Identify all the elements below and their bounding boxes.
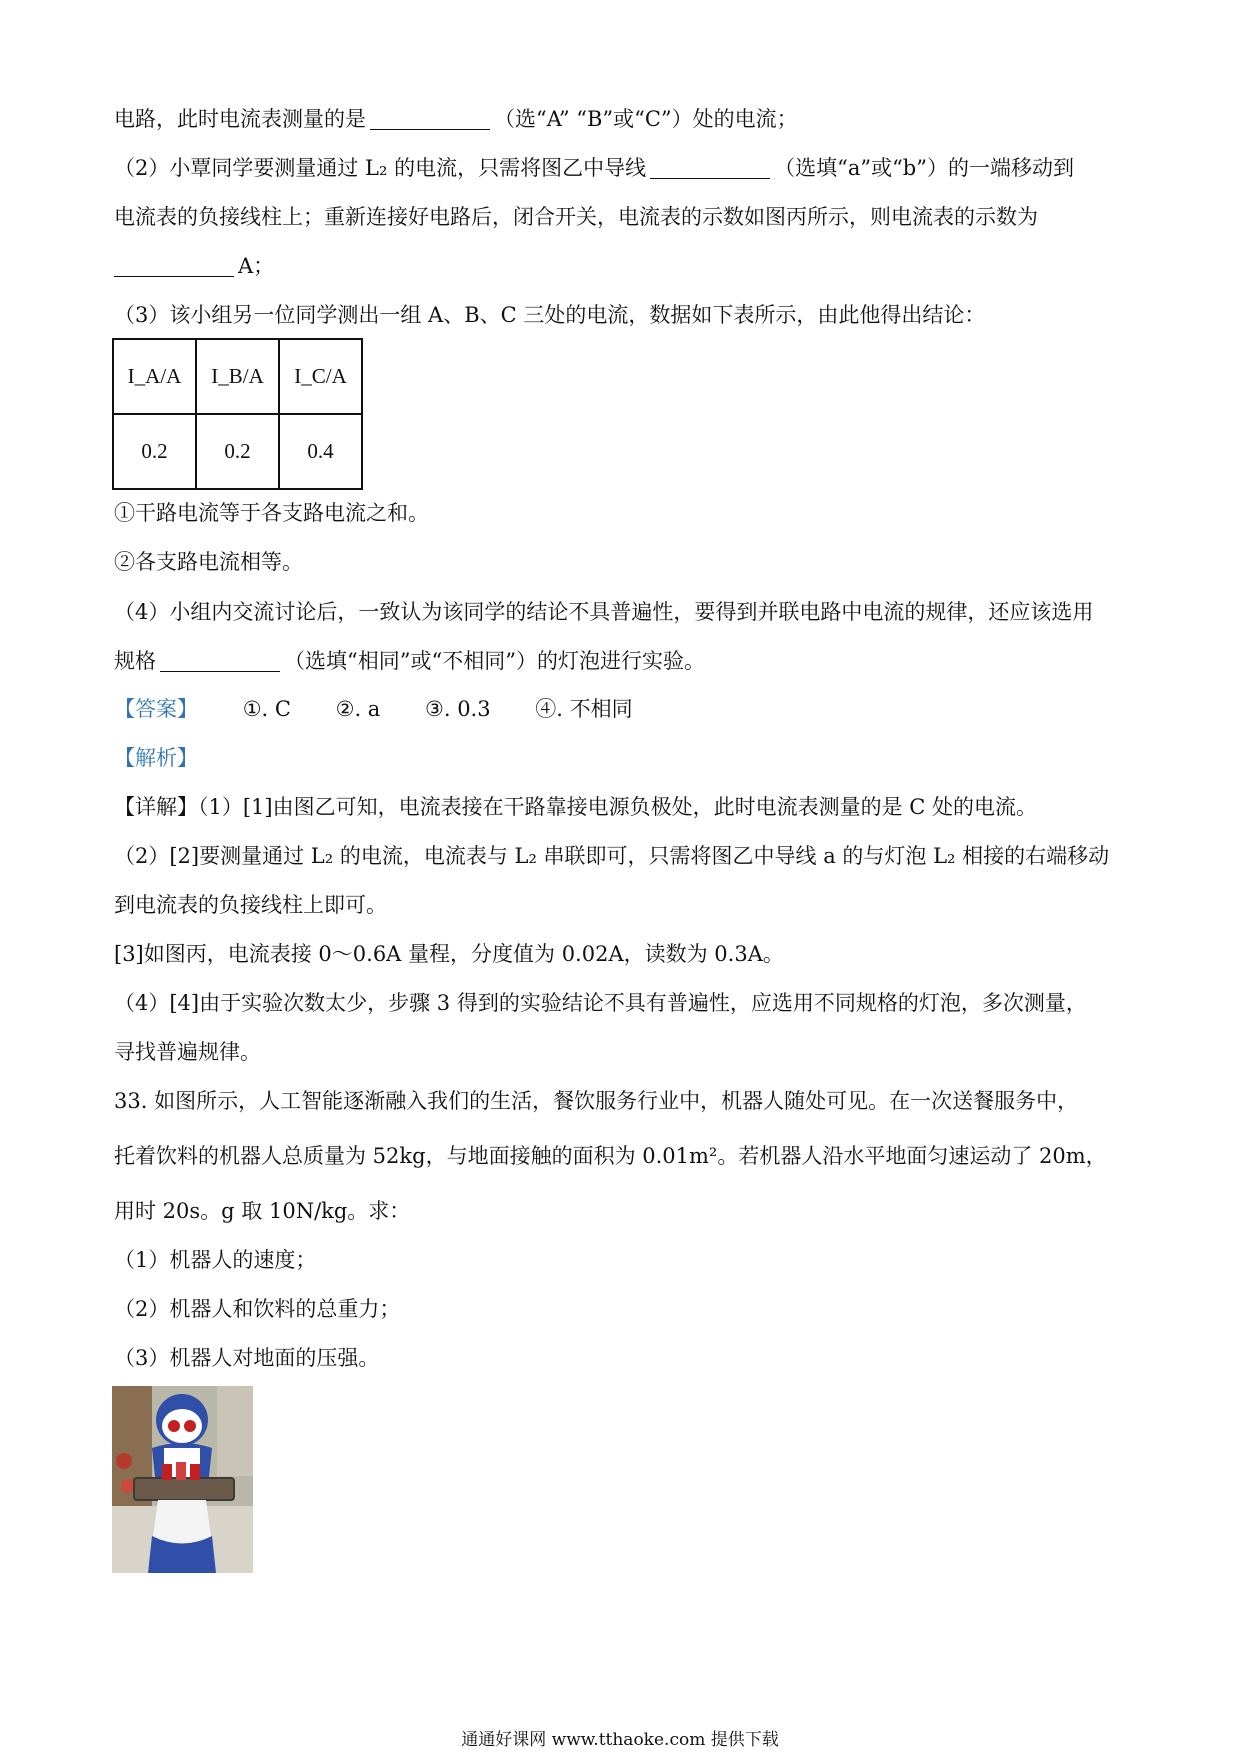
q33-line-1: 33. 如图所示，人工智能逐渐融入我们的生活，餐饮服务行业中，机器人随处可见。在一次送餐服务中， [114, 1089, 1079, 1113]
q33-sub-3: （3）机器人对地面的压强。 [114, 1346, 380, 1370]
answer-item: ②. a [335, 697, 381, 721]
conclusion-2: ②各支路电流相等。 [114, 550, 303, 574]
analysis-detail-4: [3]如图丙，电流表接 0～0.6A 量程，分度值为 0.02A，读数为 0.3A。 [114, 942, 784, 966]
table-cell: 0.4 [279, 414, 362, 489]
answer-blank-4 [160, 649, 280, 672]
q32-line-7 [114, 646, 705, 676]
text: A； [238, 254, 275, 278]
text: （选填“a”或“b”）的一端移动到 [774, 156, 1074, 180]
text: 电路，此时电流表测量的是 [114, 107, 366, 131]
table-header: I_C/A [279, 339, 362, 414]
q32-line-2 [114, 153, 1074, 183]
answer-label: 【答案】 [114, 697, 198, 721]
current-table [112, 338, 363, 490]
text: （选“A” “B”或“C”）处的电流； [494, 107, 798, 131]
conclusion-1: ①干路电流等于各支路电流之和。 [114, 501, 429, 525]
answer-item: ④. 不相同 [535, 697, 633, 721]
q33-line-3: 用时 20s。g 取 10N/kg。求： [114, 1199, 411, 1223]
page-footer: 通通好课网 www.tthaoke.com 提供下载 [461, 1730, 779, 1750]
analysis-detail-1: 【详解】（1）[1]由图乙可知，电流表接在干路靠接电源负极处，此时电流表测量的是 C 处的电流。 [114, 795, 1038, 819]
table-cell: 0.2 [113, 414, 196, 489]
q33-sub-2: （2）机器人和饮料的总重力； [114, 1297, 401, 1321]
answer-blank-1 [370, 107, 490, 130]
q33-line-2: 托着饮料的机器人总质量为 52kg，与地面接触的面积为 0.01m²。若机器人沿水平地面匀速运动了 20m， [114, 1144, 1107, 1168]
answer-blank-2 [650, 156, 770, 179]
q32-line-4 [114, 251, 274, 281]
answer-item: ③. 0.3 [425, 697, 491, 721]
text: （选填“相同”或“不相同”）的灯泡进行实验。 [284, 649, 705, 673]
answer-blank-3 [114, 254, 234, 277]
answer-line [114, 694, 633, 724]
text: （2）小覃同学要测量通过 L₂ 的电流，只需将图乙中导线 [114, 156, 647, 180]
q32-line-5: （3）该小组另一位同学测出一组 A、B、C 三处的电流，数据如下表所示，由此他得出结论： [114, 303, 986, 327]
analysis-detail-5: （4）[4]由于实验次数太少，步骤 3 得到的实验结论不具有普遍性，应选用不同规格的灯泡，多次测量， [114, 991, 1087, 1015]
q32-line-3: 电流表的负接线柱上；重新连接好电路后，闭合开关，电流表的示数如图丙所示，则电流表的示数为 [114, 205, 1038, 229]
q33-sub-1: （1）机器人的速度； [114, 1248, 317, 1272]
robot-illustration [112, 1386, 253, 1573]
answer-item: ①. C [242, 697, 291, 721]
table-cell: 0.2 [196, 414, 279, 489]
analysis-detail-2: （2）[2]要测量通过 L₂ 的电流，电流表与 L₂ 串联即可，只需将图乙中导线 a 的与灯泡 L₂ 相接的右端移动 [114, 844, 1110, 868]
table-header: I_A/A [113, 339, 196, 414]
analysis-detail-3: 到电流表的负接线柱上即可。 [114, 893, 387, 917]
robot-photo [112, 1386, 253, 1573]
table-header: I_B/A [196, 339, 279, 414]
analysis-label: 【解析】 [114, 746, 198, 770]
q32-line-6: （4）小组内交流讨论后，一致认为该同学的结论不具普遍性，要得到并联电路中电流的规律，还应该选用 [114, 600, 1094, 624]
text: 规格 [114, 649, 156, 673]
q32-line-1 [114, 104, 798, 134]
analysis-detail-6: 寻找普遍规律。 [114, 1040, 261, 1064]
table-header-row [113, 339, 362, 414]
table-row [113, 414, 362, 489]
